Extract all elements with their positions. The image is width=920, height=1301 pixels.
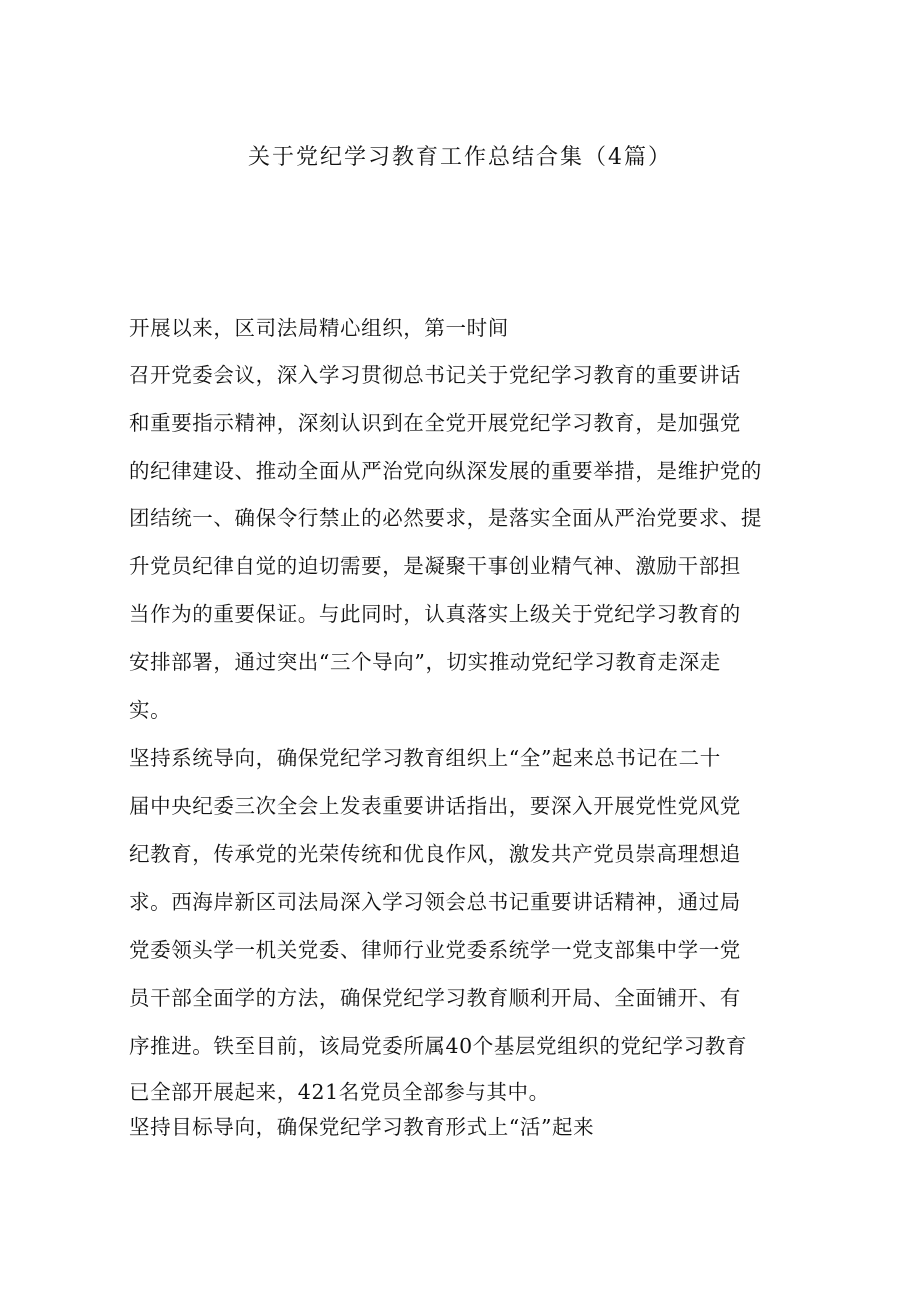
body-line-15: 员干部全面学的方法，确保党纪学习教育顺利开局、全面铺开、有 [129, 986, 741, 1010]
body-line-4: 的纪律建设、推动全面从严治党向纵深发展的重要举措，是维护党的 [129, 459, 762, 483]
body-line-13: 求。西海岸新区司法局深入学习领会总书记重要讲话精神，通过局 [129, 890, 741, 914]
body-line-7: 当作为的重要保证。与此同时，认真落实上级关于党纪学习教育的 [129, 602, 741, 626]
body-line-11: 届中央纪委三次全会上发表重要讲话指出，要深入开展党性党风党 [129, 794, 741, 818]
body-line-18: 坚持目标导向，确保党纪学习教育形式上“活”起来 [129, 1115, 595, 1139]
body-line-16: 序推进。铁至目前，该局党委所属40个基层党组织的党纪学习教育 [129, 1034, 748, 1058]
body-line-14: 党委领头学一机关党委、律师行业党委系统学一党支部集中学一党 [129, 938, 741, 962]
body-line-2: 召开党委会议，深入学习贯彻总书记关于党纪学习教育的重要讲话 [129, 363, 741, 387]
body-line-10: 坚持系统导向，确保党纪学习教育组织上“全”起来总书记在二十 [129, 746, 721, 770]
body-line-12: 纪教育，传承党的光荣传统和优良作风，激发共产党员崇高理想追 [129, 842, 741, 866]
body-line-1: 开展以来，区司法局精心组织，第一时间 [129, 316, 509, 340]
body-line-3: 和重要指示精神，深刻认识到在全党开展党纪学习教育，是加强党 [129, 411, 741, 435]
body-line-5: 团结统一、确保令行禁止的必然要求，是落实全面从严治党要求、提 [129, 506, 762, 530]
body-line-8: 安排部署，通过突出“三个导向”，切实推动党纪学习教育走深走 [129, 650, 721, 674]
body-line-9: 实。 [129, 698, 172, 722]
body-line-6: 升党员纪律自觉的迫切需要，是凝聚干事创业精气神、激励干部担 [129, 554, 741, 578]
body-line-17: 已全部开展起来，421名党员全部参与其中。 [129, 1080, 550, 1104]
document-title: 关于党纪学习教育工作总结合集（4篇） [248, 145, 672, 170]
